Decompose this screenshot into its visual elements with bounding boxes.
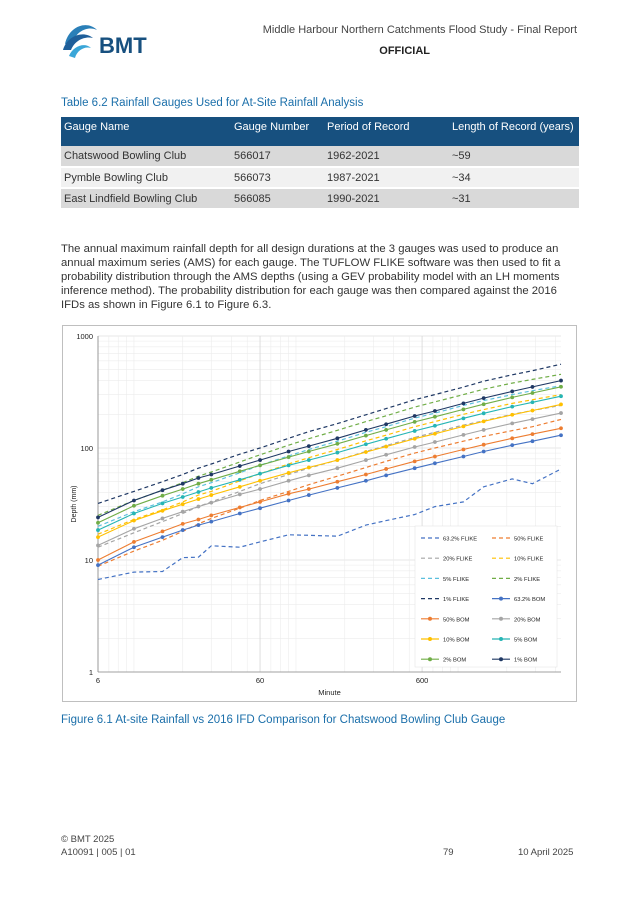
legend-label: 20% FLIKE (443, 556, 473, 563)
cell-gauge-name: East Lindfield Bowling Club (61, 188, 231, 209)
cell-gauge-number: 566073 (231, 167, 324, 188)
logo-wave-icon (63, 25, 97, 58)
legend-label: 5% FLIKE (443, 576, 470, 583)
data-point (531, 417, 535, 421)
data-point (96, 516, 100, 520)
data-point (258, 479, 262, 483)
figure-chart (62, 325, 577, 702)
data-point (132, 504, 136, 508)
data-point (335, 458, 339, 462)
data-point (287, 499, 291, 503)
y-tick-label: 100 (80, 444, 93, 453)
data-point (209, 493, 213, 497)
table-row (61, 146, 579, 167)
data-point (307, 450, 311, 454)
data-point (96, 563, 100, 567)
series-5-bom (96, 394, 563, 532)
data-point (462, 448, 466, 452)
data-point (181, 510, 185, 514)
legend-label: 50% FLIKE (514, 536, 544, 543)
legend-label: 10% BOM (443, 637, 470, 644)
data-point (209, 473, 213, 477)
data-point (364, 450, 368, 454)
series-line (98, 381, 561, 518)
data-point (413, 459, 417, 463)
data-point (462, 455, 466, 459)
data-point (364, 473, 368, 477)
col-header-gauge-name: Gauge Name (61, 117, 231, 146)
data-point (132, 545, 136, 549)
data-point (559, 385, 563, 389)
cell-gauge-name: Chatswood Bowling Club (61, 146, 231, 167)
data-point (287, 471, 291, 475)
data-point (462, 408, 466, 412)
data-point (161, 509, 165, 513)
data-point (238, 505, 242, 509)
data-point (132, 512, 136, 516)
legend-label: 10% FLIKE (514, 556, 544, 563)
legend-label: 2% FLIKE (514, 576, 541, 583)
data-point (510, 436, 514, 440)
data-point (364, 428, 368, 432)
data-point (559, 403, 563, 407)
report-title: Middle Harbour Northern Catchments Flood Study - Final Report (262, 24, 577, 36)
data-point (433, 415, 437, 419)
data-point (462, 416, 466, 420)
legend-label: 50% BOM (443, 617, 470, 624)
footer-doc-ref: A10091 | 005 | 01 (61, 847, 136, 858)
cell-gauge-name: Pymble Bowling Club (61, 167, 231, 188)
table-row (61, 167, 579, 188)
legend-marker (499, 617, 503, 621)
data-point (384, 428, 388, 432)
legend-label: 5% BOM (514, 637, 538, 644)
data-point (209, 514, 213, 518)
data-point (258, 500, 262, 504)
legend-label: 63.2% FLIKE (443, 536, 478, 543)
data-point (181, 502, 185, 506)
data-point (132, 540, 136, 544)
data-point (132, 519, 136, 523)
data-point (197, 490, 201, 494)
data-point (364, 434, 368, 438)
data-point (209, 478, 213, 482)
col-header-period: Period of Record (324, 117, 449, 146)
data-point (258, 458, 262, 462)
bmt-logo (61, 16, 161, 64)
data-point (510, 390, 514, 394)
classification-label: OFFICIAL (379, 45, 430, 57)
data-point (482, 443, 486, 447)
data-point (238, 469, 242, 473)
data-point (132, 499, 136, 503)
data-point (181, 487, 185, 491)
data-point (413, 445, 417, 449)
data-point (384, 445, 388, 449)
data-point (433, 409, 437, 413)
cell-period: 1990-2021 (324, 188, 449, 209)
data-point (384, 453, 388, 457)
data-point (209, 486, 213, 490)
data-point (364, 479, 368, 483)
col-header-length: Length of Record (years) (449, 117, 579, 146)
data-point (510, 443, 514, 447)
legend-marker (428, 657, 432, 661)
data-point (531, 391, 535, 395)
data-point (462, 424, 466, 428)
data-point (384, 467, 388, 471)
data-point (364, 458, 368, 462)
data-point (307, 487, 311, 491)
series-1-flike (98, 364, 561, 503)
data-point (238, 464, 242, 468)
y-tick-label: 1 (88, 668, 93, 677)
series-5-flike (98, 386, 561, 527)
data-point (238, 478, 242, 482)
legend-label: 20% BOM (514, 617, 541, 624)
data-point (238, 485, 242, 489)
data-point (482, 428, 486, 432)
y-axis-label: Depth (mm) (71, 485, 78, 523)
data-point (96, 558, 100, 562)
data-point (287, 479, 291, 483)
data-point (413, 466, 417, 470)
data-point (181, 522, 185, 526)
cell-period: 1987-2021 (324, 167, 449, 188)
footer-date: 10 April 2025 (518, 847, 574, 858)
data-point (209, 520, 213, 524)
col-header-gauge-number: Gauge Number (231, 117, 324, 146)
data-point (161, 488, 165, 492)
data-point (335, 436, 339, 440)
data-point (238, 493, 242, 497)
data-point (559, 379, 563, 383)
data-point (462, 433, 466, 437)
cell-period: 1962-2021 (324, 146, 449, 167)
y-tick-label: 10 (84, 556, 93, 565)
table-caption: Table 6.2 Rainfall Gauges Used for At-Site Rainfall Analysis (61, 97, 364, 109)
x-tick-label: 600 (415, 676, 429, 685)
data-point (433, 440, 437, 444)
data-point (181, 495, 185, 499)
legend-marker (499, 597, 503, 601)
data-point (413, 437, 417, 441)
data-point (96, 528, 100, 532)
data-point (510, 395, 514, 399)
data-point (209, 501, 213, 505)
series-10-bom (96, 403, 563, 540)
footer-page-number: 79 (443, 847, 454, 858)
x-tick-label: 6 (95, 676, 101, 685)
data-point (462, 402, 466, 406)
legend-marker (428, 637, 432, 641)
data-point (181, 482, 185, 486)
figure-caption: Figure 6.1 At-site Rainfall vs 2016 IFD Comparison for Chatswood Bowling Club Gauge (61, 714, 506, 726)
data-point (482, 419, 486, 423)
data-point (433, 432, 437, 436)
ifd-comparison-chart (63, 326, 576, 701)
data-point (559, 426, 563, 430)
data-point (258, 487, 262, 491)
data-point (413, 414, 417, 418)
data-point (181, 528, 185, 532)
legend-marker (428, 617, 432, 621)
data-point (197, 505, 201, 509)
x-axis-label: Minute (318, 688, 341, 697)
x-tick-label: 60 (255, 676, 265, 685)
data-point (307, 466, 311, 470)
data-point (433, 461, 437, 465)
series-line (98, 364, 561, 503)
gauge-table (61, 117, 579, 210)
data-point (384, 437, 388, 441)
body-paragraph: The annual maximum rainfall depth for all design durations at the 3 gauges was used to produce an annual maximum series (AMS) for each gauge. The TUFLOW FLIKE software was then used to fit a probability distribution through the AMS depths (using a GEV probability model with an LH moments inference method). The probability distribution for each gauge was then compared against the 2016 IFDs as shown in Figure 6.1 to Figure 6.3. (61, 243, 561, 311)
legend-label: 1% BOM (514, 657, 538, 664)
data-point (307, 444, 311, 448)
data-point (335, 480, 339, 484)
data-point (510, 405, 514, 409)
data-point (307, 473, 311, 477)
series-line (98, 395, 561, 535)
cell-length: ~59 (449, 146, 579, 167)
data-point (433, 424, 437, 428)
cell-length: ~34 (449, 167, 579, 188)
data-point (335, 486, 339, 490)
legend-label: 1% FLIKE (443, 597, 470, 604)
table-row (61, 188, 579, 209)
data-point (335, 451, 339, 455)
data-point (482, 402, 486, 406)
data-point (531, 409, 535, 413)
data-point (364, 442, 368, 446)
data-point (559, 433, 563, 437)
data-point (384, 473, 388, 477)
data-point (482, 396, 486, 400)
series-line (98, 386, 561, 527)
data-point (482, 411, 486, 415)
data-point (197, 497, 201, 501)
series-10-flike (98, 395, 561, 535)
data-point (161, 517, 165, 521)
legend-marker (499, 637, 503, 641)
data-point (531, 385, 535, 389)
data-point (197, 518, 201, 522)
data-point (132, 527, 136, 531)
data-point (96, 535, 100, 539)
data-point (433, 455, 437, 459)
data-point (161, 502, 165, 506)
data-point (258, 472, 262, 476)
data-point (559, 394, 563, 398)
data-point (197, 523, 201, 527)
data-point (482, 450, 486, 454)
data-point (96, 521, 100, 525)
data-point (307, 458, 311, 462)
table-header-row (61, 117, 579, 146)
cell-gauge-number: 566085 (231, 188, 324, 209)
legend-marker (499, 657, 503, 661)
data-point (335, 442, 339, 446)
data-point (96, 544, 100, 548)
data-point (510, 413, 514, 417)
data-point (197, 482, 201, 486)
data-point (238, 512, 242, 516)
data-point (531, 432, 535, 436)
data-point (161, 530, 165, 534)
data-point (161, 535, 165, 539)
data-point (287, 450, 291, 454)
data-point (531, 439, 535, 443)
data-point (335, 466, 339, 470)
data-point (384, 422, 388, 426)
footer-copyright: © BMT 2025 (61, 834, 115, 845)
data-point (258, 463, 262, 467)
data-point (287, 463, 291, 467)
data-point (197, 476, 201, 480)
data-point (413, 429, 417, 433)
data-point (287, 492, 291, 496)
data-point (531, 400, 535, 404)
data-point (413, 420, 417, 424)
chart-legend (415, 526, 557, 667)
legend-label: 63.2% BOM (514, 597, 546, 604)
data-point (510, 421, 514, 425)
cell-gauge-number: 566017 (231, 146, 324, 167)
data-point (258, 506, 262, 510)
data-point (287, 455, 291, 459)
series-line (98, 396, 561, 530)
data-point (559, 411, 563, 415)
cell-length: ~31 (449, 188, 579, 209)
logo-text: BMT (99, 33, 147, 58)
legend-label: 2% BOM (443, 657, 467, 664)
data-point (307, 493, 311, 497)
data-point (161, 494, 165, 498)
y-tick-label: 1000 (76, 332, 93, 341)
